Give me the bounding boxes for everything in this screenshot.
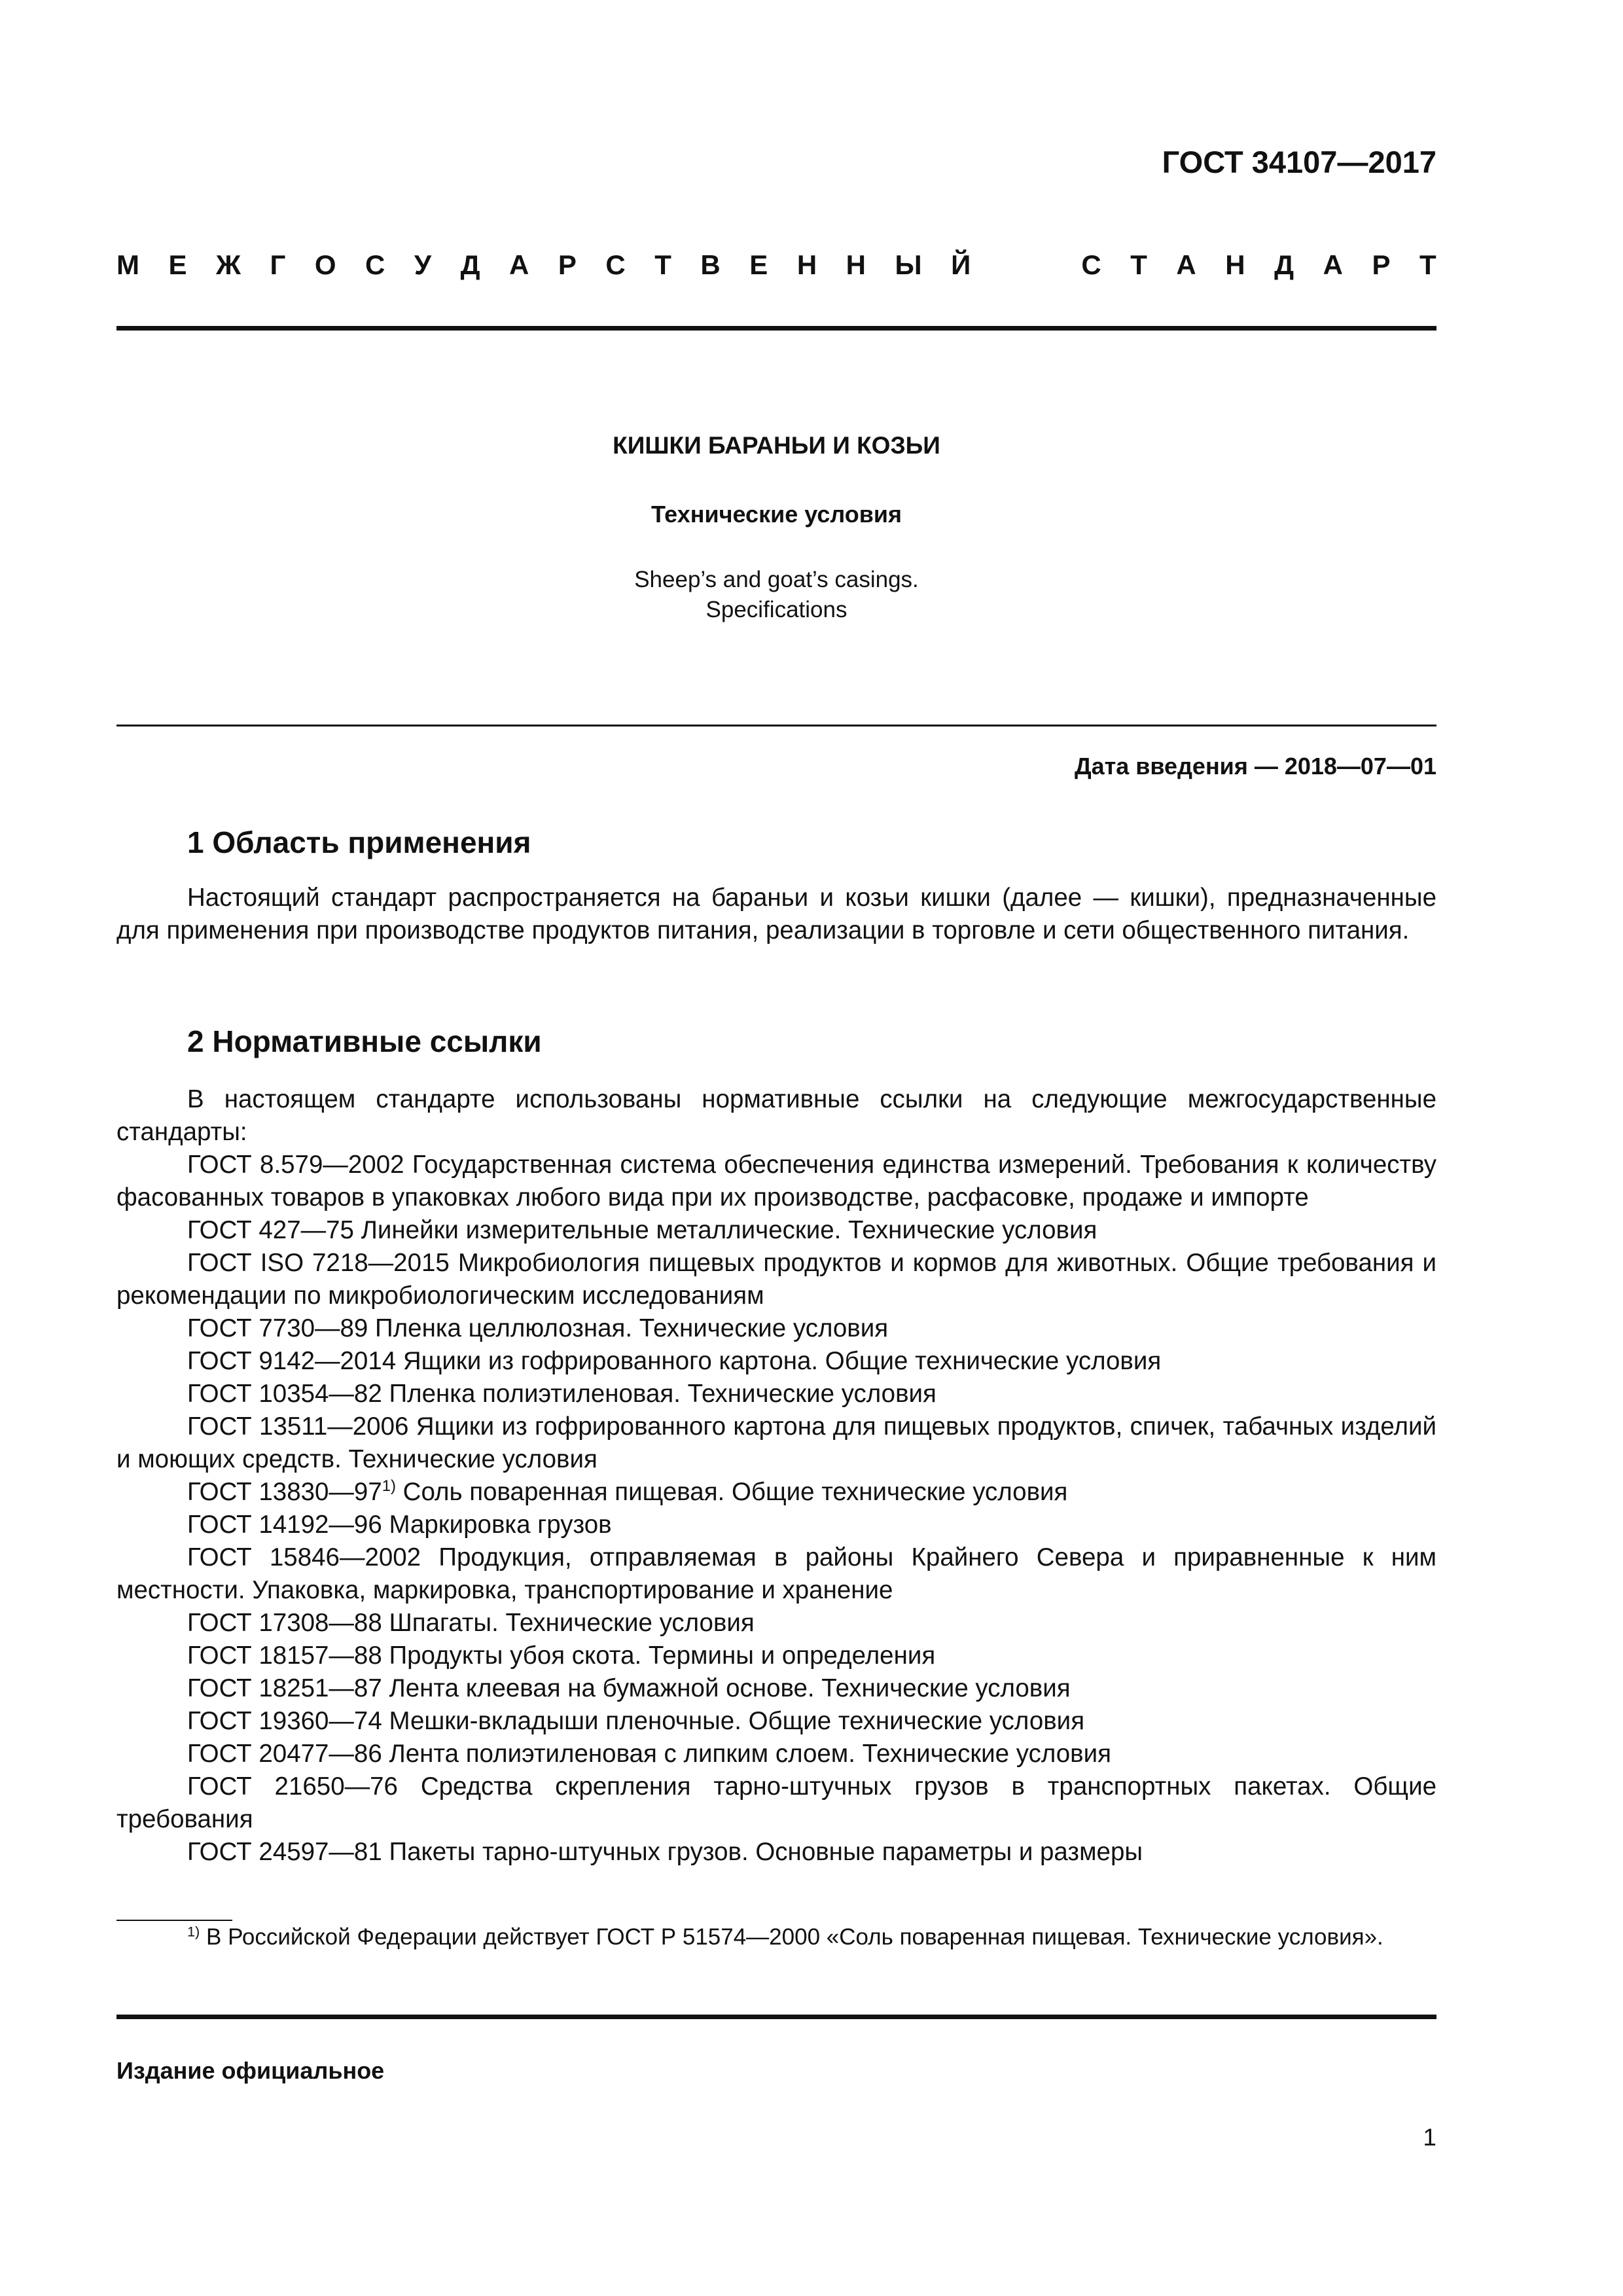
section-heading: 1 Область применения [187, 825, 531, 859]
letter: Н [1225, 249, 1245, 280]
footnote-mark: 1) [187, 1923, 200, 1940]
letter: Е [749, 249, 768, 280]
letter: А [1323, 249, 1343, 280]
footnote-mark: 1) [382, 1477, 396, 1496]
paragraph: Настоящий стандарт распространяется на бараньи и козьи кишки (далее — кишки), предназначенные для применения при производстве продуктов питания, реализации в торговле и сети общественного питания. [116, 884, 1436, 944]
reference-item: ГОСТ 14192—96 Маркировка грузов [187, 1511, 612, 1539]
letter: О [314, 249, 336, 280]
letter: С [365, 249, 385, 280]
english-title-line: Specifications [705, 597, 847, 622]
reference-item: ГОСТ 9142—2014 Ящики из гофрированного картона. Общие технические условия [187, 1347, 1162, 1375]
english-title [116, 565, 1436, 625]
letter: М [116, 249, 139, 280]
reference-item: ГОСТ ISO 7218—2015 Микробиология пищевых продуктов и кормов для животных. Общие требования и рекомендации по микробиологическим исследованиям [116, 1249, 1436, 1310]
standard-type-heading [116, 249, 1436, 281]
reference-item: ГОСТ 13511—2006 Ящики из гофрированного картона для пищевых продуктов, спичек, табачных изделий и моющих средств. Технические условия [116, 1412, 1436, 1473]
footnote-divider [116, 1920, 232, 1921]
header-divider [116, 326, 1436, 331]
reference-item: ГОСТ 10354—82 Пленка полиэтиленовая. Технические условия [187, 1380, 936, 1408]
letter: Р [1372, 249, 1391, 280]
reference-item: ГОСТ 24597—81 Пакеты тарно-штучных грузов. Основные параметры и размеры [187, 1838, 1143, 1866]
letter: Н [796, 249, 817, 280]
letter: Ж [216, 249, 241, 280]
letter: Ы [895, 249, 922, 280]
letter: С [605, 249, 626, 280]
reference-item: ГОСТ 20477—86 Лента полиэтиленовая с липким слоем. Технические условия [187, 1740, 1111, 1768]
letter: Й [951, 249, 971, 280]
title-divider [116, 725, 1436, 726]
letter: С [1081, 249, 1101, 280]
letter: В [700, 249, 721, 280]
footnote-body: В Российской Федерации действует ГОСТ Р 51574—2000 «Соль поваренная пищевая. Технические условия». [200, 1924, 1383, 1950]
reference-item: ГОСТ 15846—2002 Продукция, отправляемая в районы Крайнего Севера и приравненные к ним местности. Упаковка, маркировка, транспортирование и хранение [116, 1543, 1436, 1604]
letter: Т [1130, 249, 1147, 280]
letter: А [1176, 249, 1196, 280]
letter: У [414, 249, 432, 280]
section-body [116, 1083, 1436, 1869]
reference-item: ГОСТ 19360—74 Мешки-вкладыши пленочные. Общие технические условия [187, 1707, 1085, 1735]
document-subtitle: Технические условия [651, 501, 902, 528]
reference-code: ГОСТ 13830—97 [187, 1478, 382, 1506]
footnote-text [116, 1922, 1436, 1952]
letter: Е [168, 249, 187, 280]
reference-item: ГОСТ 18251—87 Лента клеевая на бумажной основе. Технические условия [187, 1674, 1071, 1702]
reference-title: Соль поваренная пищевая. Общие технические условия [395, 1478, 1068, 1506]
letter: Т [654, 249, 671, 280]
reference-item [116, 1476, 1436, 1509]
english-title-line: Sheep’s and goat’s casings. [634, 567, 919, 592]
letter: Н [846, 249, 866, 280]
letter: Д [1274, 249, 1294, 280]
section-heading: 2 Нормативные ссылки [187, 1024, 542, 1058]
footer-divider [116, 2015, 1436, 2019]
official-edition-label: Издание официальное [116, 2057, 385, 2084]
letter: А [509, 249, 529, 280]
footnote [116, 1922, 1436, 1952]
section-body [116, 882, 1436, 947]
word-gap [1000, 249, 1052, 281]
reference-item: ГОСТ 21650—76 Средства скрепления тарно-штучных грузов в транспортных пакетах. Общие требования [116, 1772, 1436, 1833]
letter: Г [270, 249, 286, 280]
reference-item: ГОСТ 427—75 Линейки измерительные металлические. Технические условия [187, 1216, 1097, 1244]
reference-item: ГОСТ 8.579—2002 Государственная система обеспечения единства измерений. Требования к количеству фасованных товаров в упаковках любого вида при их производстве, расфасовке, продаже и импорте [116, 1151, 1436, 1211]
letter: Д [460, 249, 480, 280]
document-number: ГОСТ 34107—2017 [1162, 145, 1436, 179]
paragraph: В настоящем стандарте использованы нормативные ссылки на следующие межгосударственные стандарты: [116, 1085, 1436, 1146]
page-number: 1 [1423, 2124, 1436, 2151]
reference-item: ГОСТ 17308—88 Шпагаты. Технические условия [187, 1609, 755, 1637]
introduction-date: Дата введения — 2018—07—01 [1074, 753, 1436, 780]
reference-item: ГОСТ 7730—89 Пленка целлюлозная. Технические условия [187, 1314, 889, 1342]
letter: Р [558, 249, 577, 280]
letter: Т [1419, 249, 1436, 280]
reference-item: ГОСТ 18157—88 Продукты убоя скота. Термины и определения [187, 1641, 936, 1670]
document-title: КИШКИ БАРАНЬИ И КОЗЬИ [613, 432, 940, 459]
